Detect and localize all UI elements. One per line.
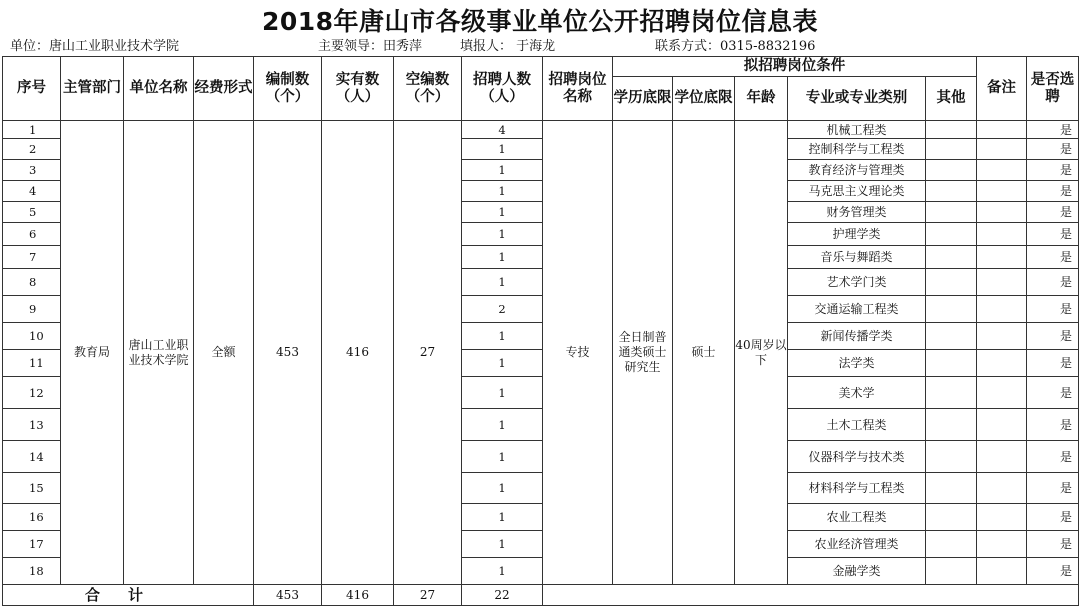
row-seq: 11	[3, 350, 61, 377]
row-choice: 是	[1027, 323, 1079, 350]
row-choice: 是	[1027, 181, 1079, 202]
row-major: 机械工程类	[788, 121, 926, 139]
row-remark	[977, 246, 1027, 269]
header-other: 其他	[926, 77, 977, 121]
row-remark	[977, 296, 1027, 323]
contact-info: 联系方式：0315-8832196	[655, 39, 816, 54]
row-remark	[977, 223, 1027, 246]
row-major: 艺术学门类	[788, 269, 926, 296]
education-cell: 全日制普通类硕士研究生	[613, 121, 673, 585]
row-hires: 1	[462, 202, 543, 223]
row-seq: 15	[3, 473, 61, 504]
row-seq: 9	[3, 296, 61, 323]
row-choice: 是	[1027, 121, 1079, 139]
row-choice: 是	[1027, 350, 1079, 377]
row-seq: 14	[3, 441, 61, 473]
row-other	[926, 223, 977, 246]
row-major: 土木工程类	[788, 409, 926, 441]
vacant-cell: 27	[394, 121, 462, 585]
row-remark	[977, 531, 1027, 558]
row-major: 新闻传播学类	[788, 323, 926, 350]
row-other	[926, 409, 977, 441]
row-other	[926, 473, 977, 504]
row-other	[926, 296, 977, 323]
row-choice: 是	[1027, 473, 1079, 504]
row-other	[926, 504, 977, 531]
header-remark: 备注	[977, 57, 1027, 121]
row-other	[926, 269, 977, 296]
header-seq: 序号	[3, 57, 61, 121]
row-hires: 1	[462, 139, 543, 160]
row-seq: 4	[3, 181, 61, 202]
quota-cell: 453	[254, 121, 322, 585]
recruitment-table	[2, 56, 1079, 606]
row-hires: 1	[462, 473, 543, 504]
row-major: 美术学	[788, 377, 926, 409]
total-hires: 22	[462, 585, 543, 606]
row-other	[926, 181, 977, 202]
row-major: 农业经济管理类	[788, 531, 926, 558]
row-major: 金融学类	[788, 558, 926, 585]
row-seq: 8	[3, 269, 61, 296]
row-remark	[977, 202, 1027, 223]
total-quota: 453	[254, 585, 322, 606]
header-vacant: 空编数（个）	[394, 57, 462, 121]
row-seq: 13	[3, 409, 61, 441]
header-quota: 编制数（个）	[254, 57, 322, 121]
row-choice: 是	[1027, 558, 1079, 585]
row-remark	[977, 377, 1027, 409]
row-remark	[977, 323, 1027, 350]
total-vacant: 27	[394, 585, 462, 606]
row-other	[926, 350, 977, 377]
row-other	[926, 246, 977, 269]
header-funding: 经费形式	[194, 57, 254, 121]
row-choice: 是	[1027, 441, 1079, 473]
row-hires: 1	[462, 323, 543, 350]
row-hires: 1	[462, 246, 543, 269]
row-remark	[977, 441, 1027, 473]
row-remark	[977, 121, 1027, 139]
row-hires: 1	[462, 377, 543, 409]
table-row	[3, 121, 1079, 139]
header-education: 学历底限	[613, 77, 673, 121]
header-dept: 主管部门	[61, 57, 124, 121]
row-major: 护理学类	[788, 223, 926, 246]
row-hires: 1	[462, 504, 543, 531]
row-remark	[977, 473, 1027, 504]
post-cell: 专技	[543, 121, 613, 585]
row-major: 农业工程类	[788, 504, 926, 531]
row-remark	[977, 160, 1027, 181]
header-post: 招聘岗位名称	[543, 57, 613, 121]
row-choice: 是	[1027, 202, 1079, 223]
leader-info: 主要领导：田秀萍	[318, 39, 423, 54]
total-empty	[543, 585, 1079, 606]
row-hires: 1	[462, 160, 543, 181]
row-major: 教育经济与管理类	[788, 160, 926, 181]
row-choice: 是	[1027, 377, 1079, 409]
row-seq: 3	[3, 160, 61, 181]
row-hires: 2	[462, 296, 543, 323]
funding-cell: 全额	[194, 121, 254, 585]
row-remark	[977, 269, 1027, 296]
header-conditions: 拟招聘岗位条件	[613, 57, 977, 77]
row-major: 控制科学与工程类	[788, 139, 926, 160]
row-seq: 1	[3, 121, 61, 139]
row-major: 材料科学与工程类	[788, 473, 926, 504]
row-other	[926, 441, 977, 473]
dept-cell: 教育局	[61, 121, 124, 585]
header-choice: 是否选聘	[1027, 57, 1079, 121]
row-remark	[977, 350, 1027, 377]
header-major: 专业或专业类别	[788, 77, 926, 121]
row-choice: 是	[1027, 139, 1079, 160]
row-choice: 是	[1027, 223, 1079, 246]
row-hires: 1	[462, 558, 543, 585]
header-degree: 学位底限	[673, 77, 735, 121]
unit-name-cell: 唐山工业职业技术学院	[124, 121, 194, 585]
row-hires: 1	[462, 269, 543, 296]
row-choice: 是	[1027, 296, 1079, 323]
row-hires: 1	[462, 181, 543, 202]
row-hires: 1	[462, 409, 543, 441]
row-major: 财务管理类	[788, 202, 926, 223]
row-major: 交通运输工程类	[788, 296, 926, 323]
row-seq: 18	[3, 558, 61, 585]
row-seq: 12	[3, 377, 61, 409]
row-seq: 2	[3, 139, 61, 160]
row-hires: 1	[462, 350, 543, 377]
row-other	[926, 139, 977, 160]
row-major: 法学类	[788, 350, 926, 377]
row-remark	[977, 409, 1027, 441]
document-title: 2018年唐山市各级事业单位公开招聘岗位信息表	[261, 7, 819, 36]
row-seq: 17	[3, 531, 61, 558]
row-choice: 是	[1027, 160, 1079, 181]
row-other	[926, 160, 977, 181]
row-choice: 是	[1027, 531, 1079, 558]
header-unit-name: 单位名称	[124, 57, 194, 121]
row-major: 仪器科学与技术类	[788, 441, 926, 473]
header-hires: 招聘人数（人）	[462, 57, 543, 121]
degree-cell: 硕士	[673, 121, 735, 585]
total-actual: 416	[322, 585, 394, 606]
row-other	[926, 121, 977, 139]
row-other	[926, 531, 977, 558]
row-choice: 是	[1027, 269, 1079, 296]
total-row	[3, 585, 1079, 606]
row-hires: 4	[462, 121, 543, 139]
row-seq: 10	[3, 323, 61, 350]
row-other	[926, 377, 977, 409]
actual-cell: 416	[322, 121, 394, 585]
filler-info: 填报人： 于海龙	[460, 39, 556, 54]
header-age: 年龄	[735, 77, 788, 121]
header-actual: 实有数（人）	[322, 57, 394, 121]
row-other	[926, 558, 977, 585]
total-label: 合计	[3, 585, 254, 606]
row-choice: 是	[1027, 504, 1079, 531]
row-seq: 7	[3, 246, 61, 269]
row-other	[926, 323, 977, 350]
row-remark	[977, 139, 1027, 160]
row-choice: 是	[1027, 246, 1079, 269]
unit-info: 单位：唐山工业职业技术学院	[10, 39, 180, 54]
row-hires: 1	[462, 441, 543, 473]
row-choice: 是	[1027, 409, 1079, 441]
row-seq: 6	[3, 223, 61, 246]
row-hires: 1	[462, 223, 543, 246]
row-major: 音乐与舞蹈类	[788, 246, 926, 269]
row-remark	[977, 181, 1027, 202]
row-hires: 1	[462, 531, 543, 558]
row-other	[926, 202, 977, 223]
row-remark	[977, 504, 1027, 531]
row-major: 马克思主义理论类	[788, 181, 926, 202]
row-remark	[977, 558, 1027, 585]
age-cell: 40周岁以下	[735, 121, 788, 585]
row-seq: 16	[3, 504, 61, 531]
row-seq: 5	[3, 202, 61, 223]
